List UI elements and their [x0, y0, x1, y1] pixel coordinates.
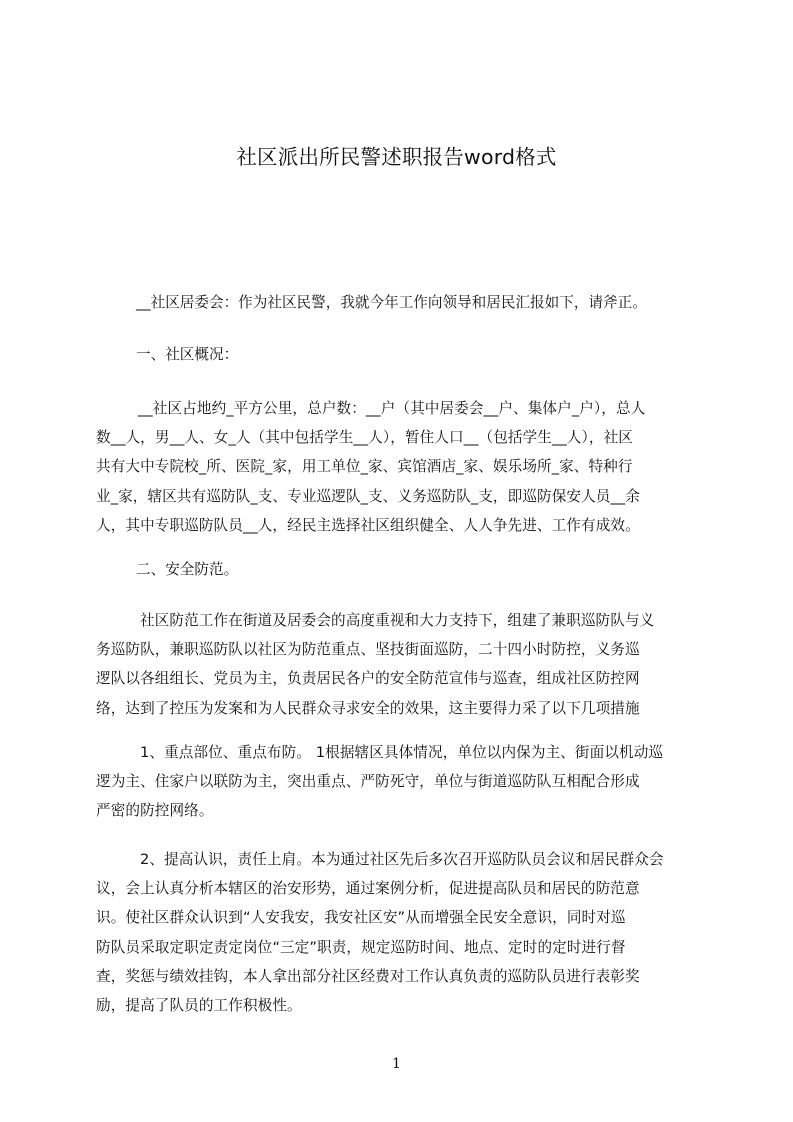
overview-paragraph	[96, 394, 702, 540]
section-heading-safety: 二、安全防范。	[136, 561, 239, 578]
paragraph-line: 业_家，辖区共有巡防队_支、专业巡逻队_支、义务巡防队_支，即巡防保安人员__余	[96, 487, 640, 505]
paragraph-line: 2、提高认识，责任上肩。本为通过社区先后多次召开巡防队员会议和居民群众会	[140, 851, 664, 868]
paragraph-line: 共有大中专院校_所、医院_家，用工单位_家、宾馆酒店_家、娱乐场所_家、特种行	[96, 458, 633, 476]
paragraph-line: 数__人，男__人、女_人（其中包括学生__人），暂住人口__（包括学生__人），社区	[96, 429, 633, 447]
intro-paragraph: __社区居委会：作为社区民警，我就今年工作向领导和居民汇报如下，请斧正。	[136, 294, 647, 311]
safety-paragraph	[96, 606, 702, 723]
paragraph-line: 络，达到了控压为发案和为人民群众寻求安全的效果，这主要得力采了以下几项措施	[96, 699, 640, 717]
paragraph-line: 识。使社区群众认识到“人安我安，我安社区安”从而增强全民安全意识，同时对巡	[96, 909, 626, 927]
document-title: 社区派出所民警述职报告word格式	[236, 145, 557, 169]
paragraph-line: 社区防范工作在街道及居委会的高度重视和大力支持下，组建了兼职巡防队与义	[140, 612, 655, 629]
measure-item-1	[96, 738, 702, 826]
paragraph-line: 人，其中专职巡防队员__人，经民主选择社区组织健全、人人争先进、工作有成效。	[96, 516, 640, 534]
paragraph-line: 务巡防队，兼职巡防队以社区为防范重点、坚技街面巡防，二十四小时防控，义务巡	[96, 641, 640, 659]
paragraph-line: 1、重点部位、重点布防。 1根据辖区具体情况，单位以内保为主、街面以机动巡	[140, 744, 664, 761]
paragraph-line: 防队员采取定职定责定岗位“三定”职责，规定巡防时间、地点、定时的定时进行督	[96, 938, 626, 956]
paragraph-line: 议，会上认真分析本辖区的治安形势，通过案例分析，促进提高队员和居民的防范意	[96, 880, 640, 898]
paragraph-line: 励，提高了队员的工作积极性。	[96, 997, 302, 1015]
section-heading-overview: 一、社区概况：	[136, 346, 239, 363]
paragraph-line: 查，奖惩与绩效挂钩，本人拿出部分社区经费对工作认真负责的巡防队员进行表彰奖	[96, 967, 640, 985]
paragraph-line: __社区占地约_平方公里，总户数：__户（其中居委会__户、集体户_户），总人	[138, 400, 646, 417]
paragraph-line: 严密的防控网络。	[96, 802, 214, 820]
page-number: 1	[392, 1056, 401, 1072]
paragraph-line: 逻队以各组组长、党员为主，负责居民各户的安全防范宣伟与巡查，组成社区防控网	[96, 670, 640, 688]
measure-item-2	[96, 845, 702, 1020]
paragraph-line: 逻为主、住家户以联防为主，突出重点、严防死守，单位与街道巡防队互相配合形成	[96, 773, 640, 791]
